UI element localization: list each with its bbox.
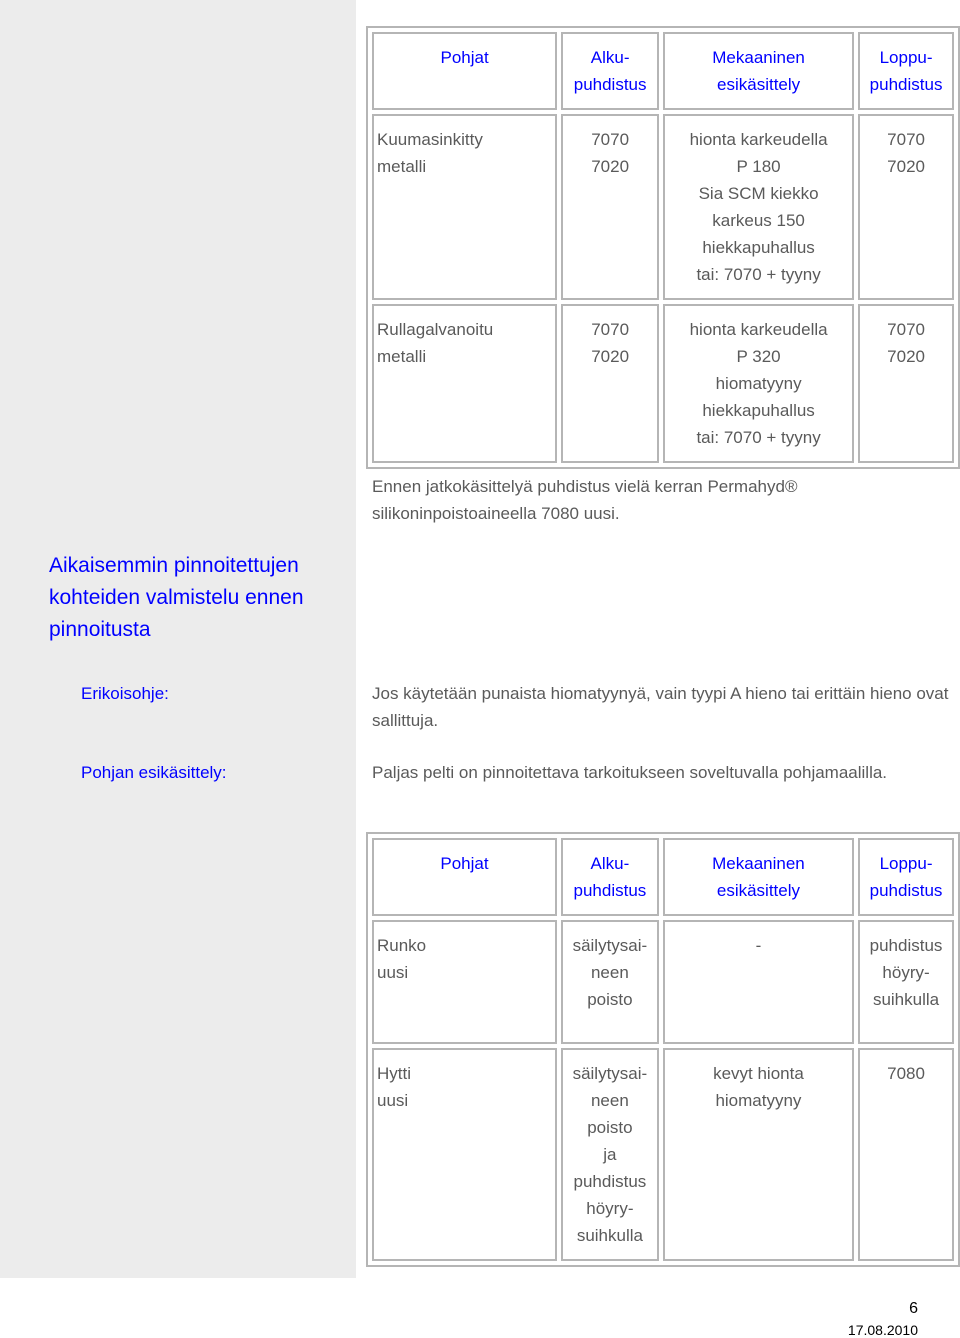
table-row [372, 304, 954, 463]
cell-alkupuhdistus: säilytysai- neen poisto ja puhdistus höyry- suihkulla [561, 1048, 659, 1261]
header-loppupuhdistus: Loppu- puhdistus [858, 32, 954, 110]
cell-alkupuhdistus: säilytysai- neen poisto [561, 920, 659, 1044]
header-mekaaninen: Mekaaninen esikäsittely [663, 838, 854, 916]
cell-loppupuhdistus: 7080 [858, 1048, 954, 1261]
table-header-row [372, 838, 954, 916]
cell-mekaaninen: kevyt hionta hiomatyyny [663, 1048, 854, 1261]
cell-loppupuhdistus: 7070 7020 [858, 304, 954, 463]
page-date: 17.08.2010 [847, 1322, 918, 1338]
header-pohjat: Pohjat [372, 838, 557, 916]
table-row [372, 920, 954, 1044]
cell-mekaaninen: hionta karkeudella P 180 Sia SCM kiekko karkeus 150 hiekkapuhallus tai: 7070 + tyyny [663, 114, 854, 300]
header-pohjat: Pohjat [372, 32, 557, 110]
cell-alkupuhdistus: 7070 7020 [561, 114, 659, 300]
cell-alkupuhdistus: 7070 7020 [561, 304, 659, 463]
cell-loppupuhdistus: puhdistus höyry- suihkulla [858, 920, 954, 1044]
table-header-row [372, 32, 954, 110]
cell-pohjat: Hytti uusi [372, 1048, 557, 1261]
pretreatment-table-1 [366, 26, 960, 469]
erikoisohje-label: Erikoisohje: [81, 684, 169, 703]
cell-loppupuhdistus: 7070 7020 [858, 114, 954, 300]
header-mekaaninen: Mekaaninen esikäsittely [663, 32, 854, 110]
pohjan-esikasittely-text: Paljas pelti on pinnoitettava tarkoitukseen soveltuvalla pohjamaalilla. [372, 763, 888, 782]
section-title: Aikaisemmin pinnoitettujen kohteiden valmistelu ennen pinnoitusta [49, 554, 304, 641]
header-alkupuhdistus: Alku- puhdistus [561, 32, 659, 110]
page-number: 6 [909, 1300, 918, 1317]
cell-mekaaninen: hionta karkeudella P 320 hiomatyyny hiekkapuhallus tai: 7070 + tyyny [663, 304, 854, 463]
header-alkupuhdistus: Alku- puhdistus [561, 838, 659, 916]
cell-mekaaninen: - [663, 920, 854, 1044]
cell-pohjat: Runko uusi [372, 920, 557, 1044]
cleaning-note: Ennen jatkokäsittelyä puhdistus vielä kerran Permahyd® silikoninpoistoaineella 7080 uusi. [372, 477, 798, 523]
header-loppupuhdistus: Loppu- puhdistus [858, 838, 954, 916]
cell-pohjat: Kuumasinkitty metalli [372, 114, 557, 300]
pretreatment-table-2 [366, 832, 960, 1267]
table-row [372, 1048, 954, 1261]
cell-pohjat: Rullagalvanoitu metalli [372, 304, 557, 463]
pohjan-esikasittely-label: Pohjan esikäsittely: [81, 763, 227, 782]
table-row [372, 114, 954, 300]
erikoisohje-text: Jos käytetään punaista hiomatyynyä, vain tyypi A hieno tai erittäin hieno ovat sallittuja. [372, 684, 949, 730]
